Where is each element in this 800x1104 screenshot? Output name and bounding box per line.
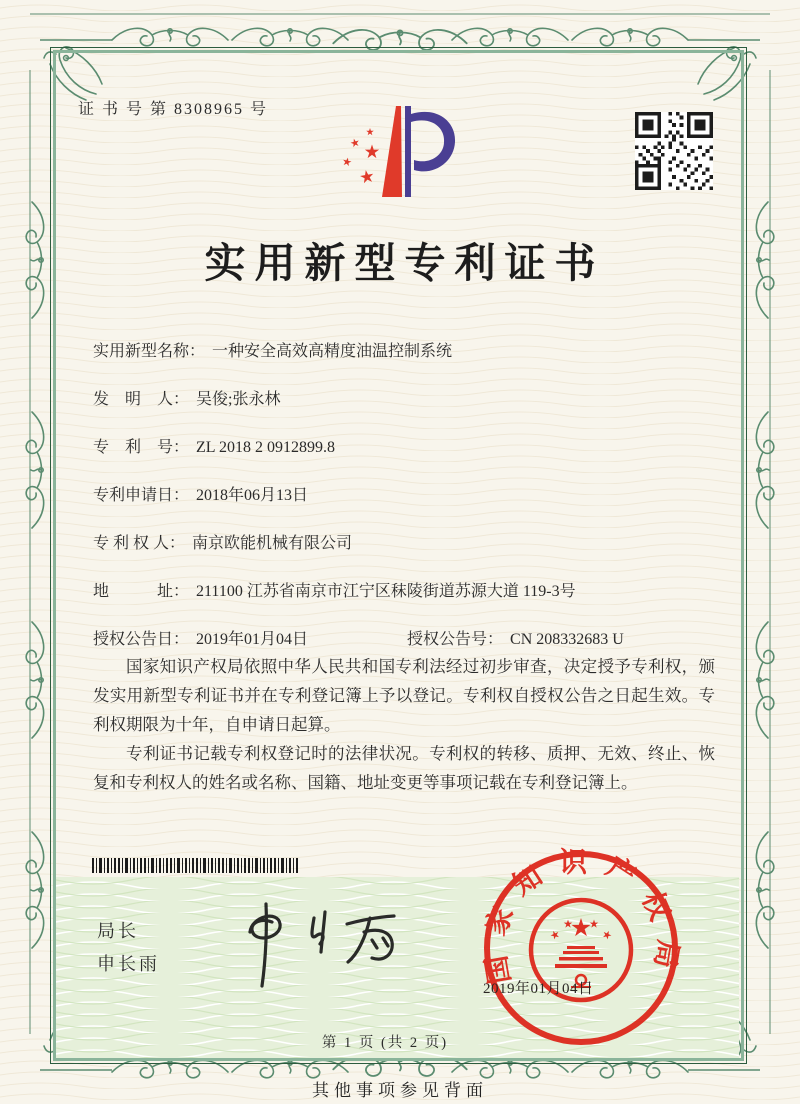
signer-role: 局长 <box>97 921 139 941</box>
field-row <box>93 340 743 388</box>
field-value: ZL 2018 2 0912899.8 <box>196 439 335 456</box>
cnipa-logo-icon <box>330 100 460 200</box>
seal-agency-text: 国家知识产权局 <box>479 847 683 987</box>
legal-text <box>93 652 715 797</box>
legal-paragraph: 国家知识产权局依照中华人民共和国专利法经过初步审查，决定授予专利权，颁发实用新型专利证书并在专利登记簿上予以登记。专利权自授权公告之日起生效。专利权期限为十年，自申请日起算。 <box>93 657 715 734</box>
field-label: 专 利 号： <box>93 439 190 456</box>
certificate-number: 证 书 号 第 8308965 号 <box>78 101 269 118</box>
director-signature <box>222 898 407 990</box>
field-label: 地 址： <box>93 583 190 600</box>
field-label: 发 明 人： <box>93 391 190 408</box>
field-row <box>93 532 743 580</box>
field-value: 2018年06月13日 <box>196 487 309 504</box>
back-note: 其他事项参见背面 <box>312 1081 488 1100</box>
field-row <box>93 580 743 628</box>
grant-date-label: 授权公告日： <box>93 631 190 648</box>
field-label: 实用新型名称： <box>93 343 206 360</box>
grant-number-label: 授权公告号： <box>407 631 504 648</box>
field-label: 专利申请日： <box>93 487 190 504</box>
legal-paragraph: 专利证书记载专利权登记时的法律状况。专利权的转移、质押、无效、终止、恢复和专利权人的姓名或名称、国籍、地址变更等事项记载在专利登记簿上。 <box>93 744 715 792</box>
barcode <box>92 858 298 873</box>
field-row <box>93 388 743 436</box>
field-label: 专 利 权 人： <box>93 535 186 552</box>
grant-number-value: CN 208332683 U <box>510 631 624 648</box>
seal-date: 2019年01月04日 <box>483 981 594 997</box>
field-list <box>93 340 743 676</box>
field-row <box>93 436 743 484</box>
certificate-title: 实用新型专利证书 <box>204 240 605 286</box>
page-number: 第 1 页 (共 2 页) <box>321 1035 449 1051</box>
field-value: 211100 江苏省南京市江宁区秣陵街道苏源大道 119-3号 <box>196 583 576 600</box>
field-value: 吴俊;张永林 <box>196 391 281 408</box>
official-seal <box>479 846 683 1050</box>
field-value: 南京欧能机械有限公司 <box>192 535 353 552</box>
signer-name: 申长雨 <box>97 954 160 974</box>
grant-number-group <box>407 628 624 652</box>
field-value: 一种安全高效高精度油温控制系统 <box>212 343 453 360</box>
grant-date-value: 2019年01月04日 <box>196 631 309 648</box>
qr-code <box>634 112 714 190</box>
field-row <box>93 484 743 532</box>
